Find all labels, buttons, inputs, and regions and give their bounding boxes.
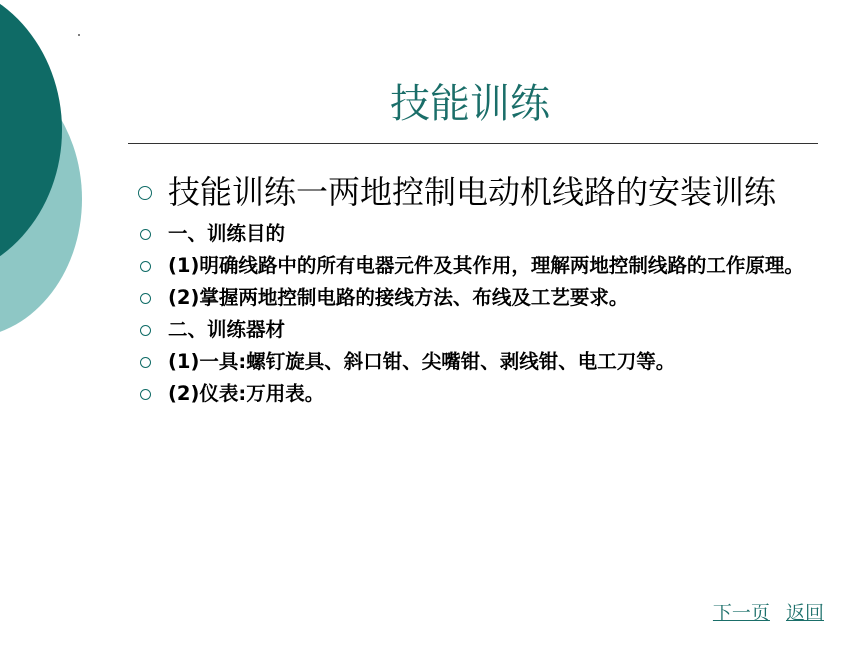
circle-bullet-icon xyxy=(140,357,151,368)
list-item xyxy=(132,382,812,406)
slide-title: 技能训练 xyxy=(390,81,550,127)
bullet-list xyxy=(132,172,812,414)
list-item-heading xyxy=(132,172,812,212)
list-item-text: (1)一具:螺钉旋具、斜口钳、尖嘴钳、剥线钳、电工刀等。 xyxy=(168,350,676,373)
list-item-text: (2)掌握两地控制电路的接线方法、布线及工艺要求。 xyxy=(168,286,629,309)
list-item-text: 一、训练目的 xyxy=(168,222,286,245)
list-item xyxy=(132,222,812,246)
list-item xyxy=(132,350,812,374)
list-item xyxy=(132,286,812,310)
list-item-text: (2)仪表:万用表。 xyxy=(168,382,325,405)
circle-bullet-icon xyxy=(140,325,151,336)
slide-navigation xyxy=(703,598,824,625)
list-item xyxy=(132,254,812,278)
decorative-dot xyxy=(78,34,80,36)
list-item-text: (1)明确线路中的所有电器元件及其作用，理解两地控制线路的工作原理。 xyxy=(168,254,804,277)
list-item-text: 二、训练器材 xyxy=(168,318,286,341)
title-divider xyxy=(128,143,818,144)
back-link[interactable]: 返回 xyxy=(785,602,824,624)
circle-bullet-icon xyxy=(140,389,151,400)
list-item xyxy=(132,318,812,342)
list-item-text: 技能训练一两地控制电动机线路的安装训练 xyxy=(168,173,777,211)
circle-bullet-icon xyxy=(140,229,151,240)
circle-bullet-icon xyxy=(140,293,151,304)
next-page-link[interactable]: 下一页 xyxy=(712,602,770,624)
circle-bullet-icon xyxy=(140,261,151,272)
circle-bullet-icon xyxy=(138,186,152,200)
